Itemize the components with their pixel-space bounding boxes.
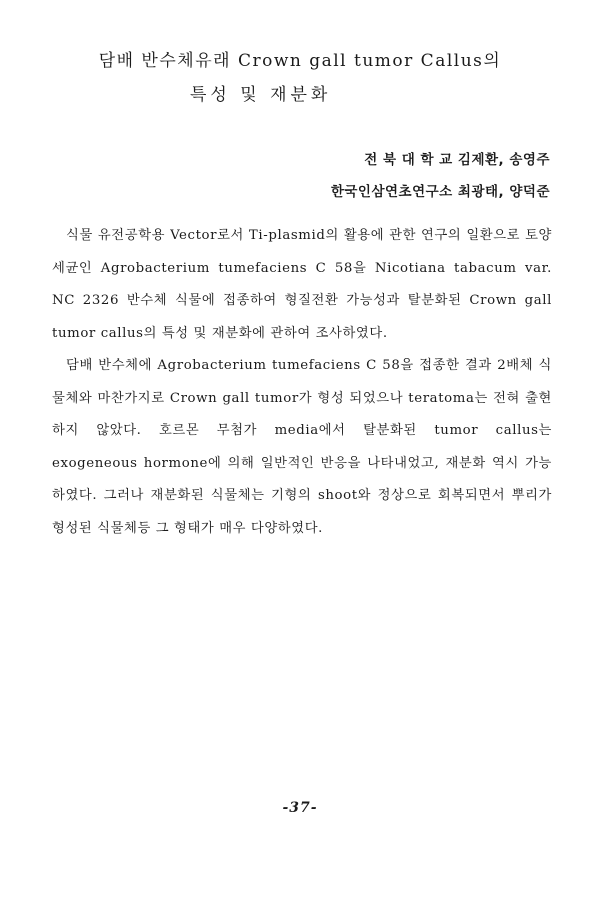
author-line-1: 전 북 대 학 교 김제환, 송영주 [364, 152, 550, 168]
title-line-2: 특성 및 재분화 [190, 85, 332, 105]
author-line-2: 한국인삼연초연구소 최광태, 양덕준 [330, 184, 550, 200]
abstract-body [52, 220, 552, 545]
page-number: -37- [282, 800, 318, 816]
abstract-paragraph-2: 담배 반수체에 Agrobacterium tumefaciens C 58을 접종한 결과 2배체 식물체와 마찬가지로 Crown gall tumor가 형성 되었으나 teratoma는 전혀 출현하지 않았다. 호르몬 무첨가 media에서 탈분화된 tumor callus는 exogeneous hormone에 의해 일반적인 반응을 나타내었고, 재분화 역시 가능하였다. 그러나 재분화된 식물체는 기형의 shoot와 정상으로 회복되면서 뿌리가 형성된 식물체등 그 형태가 매우 다양하였다. [52, 358, 552, 536]
abstract-paragraph-1: 식물 유전공학용 Vector로서 Ti-plasmid의 활용에 관한 연구의 일환으로 토양세균인 Agrobacterium tumefaciens C 58을 Nicotiana tabacum var. NC 2326 반수체 식물에 접종하여 형질전환 가능성과 탈분화된 Crown gall tumor callus의 특성 및 재분화에 관하여 조사하였다. [52, 228, 552, 341]
title-line-1: 담배 반수체유래 Crown gall tumor Callus의 [98, 51, 502, 71]
